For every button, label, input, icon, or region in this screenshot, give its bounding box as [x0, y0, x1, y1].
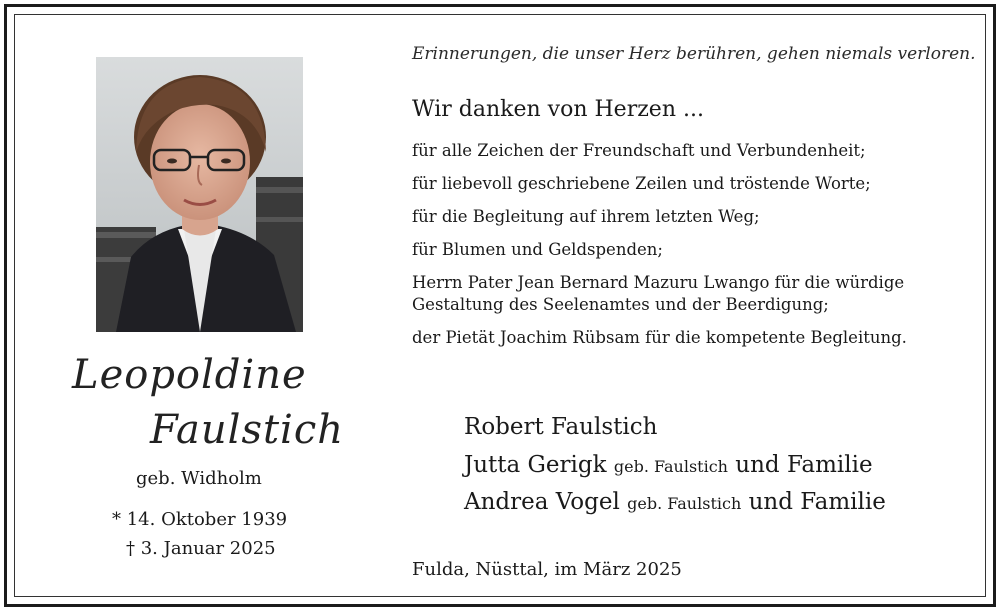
- thanks-item: für Blumen und Geldspenden;: [412, 240, 663, 259]
- family-member-name: Jutta Gerigk: [464, 452, 607, 478]
- thanks-heading: Wir danken von Herzen ...: [412, 97, 704, 122]
- place-and-date: Fulda, Nüsttal, im März 2025: [412, 559, 682, 580]
- thanks-item: für alle Zeichen der Freundschaft und Verbundenheit;: [412, 141, 866, 160]
- family-member-suffix: und Familie: [735, 452, 873, 478]
- thanks-item: für liebevoll geschriebene Zeilen und tröstende Worte;: [412, 174, 871, 193]
- family-member-suffix: und Familie: [748, 489, 886, 515]
- family-member: [464, 489, 886, 515]
- thanks-list: [412, 140, 952, 360]
- thanks-item: Herrn Pater Jean Bernard Mazuru Lwango für die würdige Gestaltung des Seelenamtes und der Beerdigung;: [412, 273, 905, 314]
- family-member-name: Robert Faulstich: [464, 414, 658, 440]
- birth-date: * 14. Oktober 1939: [112, 509, 288, 530]
- family-member-birth-name: geb. Faulstich: [627, 494, 742, 513]
- thanks-item: der Pietät Joachim Rübsam für die kompetente Begleitung.: [412, 328, 907, 347]
- portrait-photo: [96, 57, 303, 332]
- family-member: [464, 452, 873, 478]
- motto: Erinnerungen, die unser Herz berühren, gehen niemals verloren.: [412, 44, 976, 64]
- family-member: [464, 414, 657, 440]
- last-name: Faulstich: [150, 407, 344, 453]
- family-member-birth-name: geb. Faulstich: [613, 457, 728, 476]
- birth-name: geb. Widholm: [136, 468, 262, 489]
- family-member-name: Andrea Vogel: [464, 489, 620, 515]
- first-name: Leopoldine: [72, 352, 307, 398]
- thanks-item: für die Begleitung auf ihrem letzten Weg;: [412, 207, 760, 226]
- death-date: † 3. Januar 2025: [126, 538, 276, 559]
